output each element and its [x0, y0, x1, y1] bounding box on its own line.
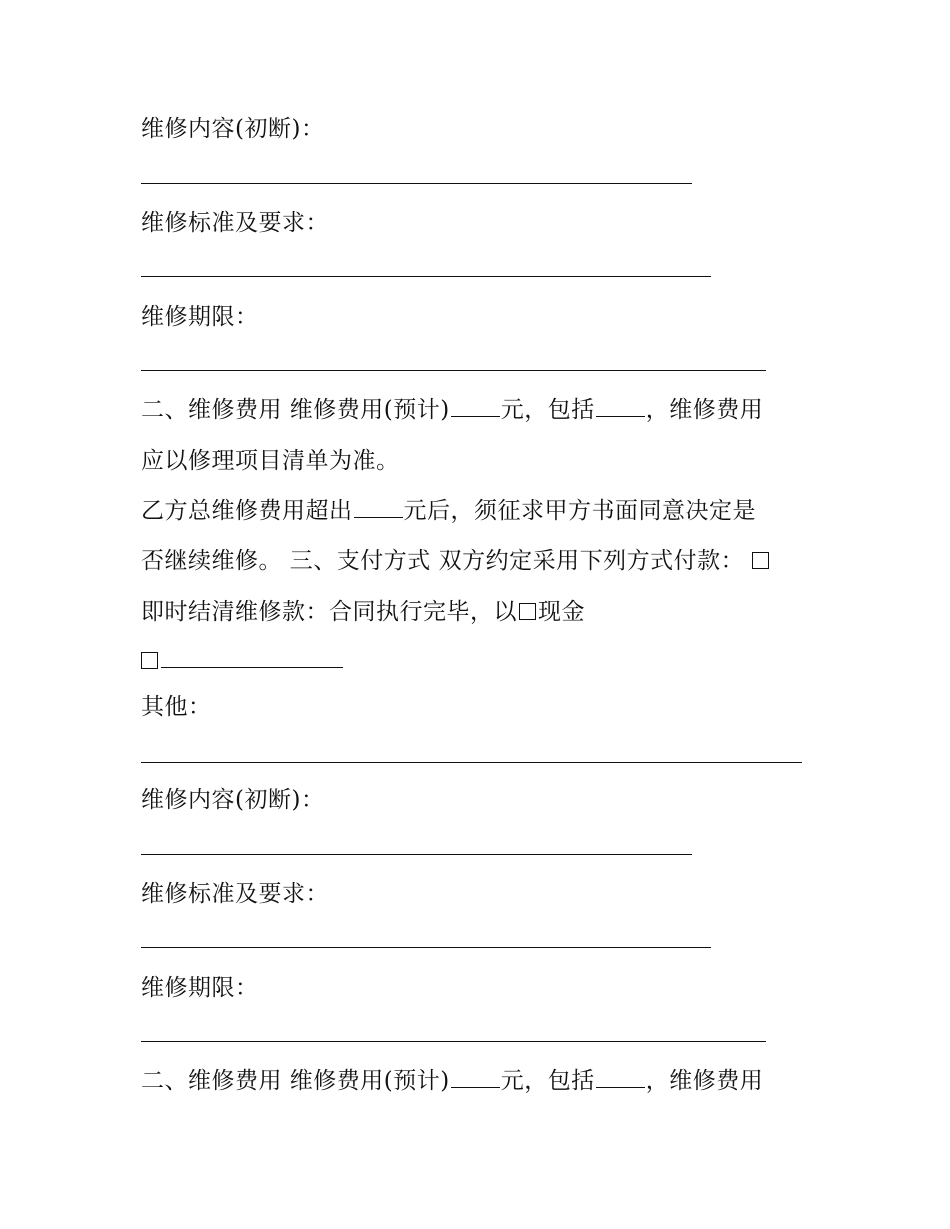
fees-line-3: [141, 497, 756, 525]
repair-standard-label: 维修标准及要求：: [141, 210, 329, 236]
fees-line-3-text-a: 乙方总维修费用超出: [141, 498, 353, 524]
payment-line-5-text-a: 即时结清维修款：合同执行完毕，以: [141, 599, 517, 625]
fees-line-1-text-b: 元，包括: [500, 397, 595, 423]
other-blank[interactable]: [141, 762, 802, 763]
estimated-fee-blank-2[interactable]: [451, 1067, 500, 1088]
repair-period-blank[interactable]: [141, 370, 766, 371]
payment-cash-checkbox[interactable]: [519, 603, 536, 620]
repair-content-blank[interactable]: [141, 183, 692, 184]
repair-standard-label-2: 维修标准及要求：: [141, 881, 329, 907]
fees-line-3-text-b: 元后，须征求甲方书面同意决定是: [403, 498, 756, 524]
fees-line-1-repeat: [141, 1067, 763, 1095]
fees-repeat-text-a: 二、维修费用 维修费用(预计): [141, 1068, 450, 1094]
excess-fee-blank[interactable]: [354, 497, 403, 518]
repair-content-label-2: 维修内容(初断)：: [141, 787, 325, 813]
fee-includes-blank[interactable]: [596, 396, 645, 417]
payment-other-method-blank[interactable]: [161, 647, 343, 668]
payment-immediate-checkbox[interactable]: [752, 552, 769, 569]
fees-line-2: 应以修理项目清单为准。: [141, 448, 400, 474]
fees-repeat-text-c: ，维修费用: [645, 1068, 764, 1094]
fees-line-4-text: 否继续维修。 三、支付方式 双方约定采用下列方式付款：: [141, 548, 745, 574]
fees-line-1-text-a: 二、维修费用 维修费用(预计): [141, 397, 450, 423]
repair-period-blank-2[interactable]: [141, 1041, 766, 1042]
payment-line-5: [141, 598, 585, 626]
estimated-fee-blank[interactable]: [451, 396, 500, 417]
fees-line-1-text-c: ，维修费用: [645, 397, 764, 423]
fees-repeat-text-b: 元，包括: [500, 1068, 595, 1094]
payment-line-5-text-b: 现金: [538, 599, 585, 625]
fees-line-1: [141, 396, 763, 424]
repair-standard-blank-2[interactable]: [141, 947, 711, 948]
fees-line-4: [141, 547, 771, 575]
payment-line-6: [141, 647, 344, 675]
repair-period-label-2: 维修期限：: [141, 975, 259, 1001]
repair-content-blank-2[interactable]: [141, 854, 692, 855]
repair-standard-blank[interactable]: [141, 276, 711, 277]
repair-content-label: 维修内容(初断)：: [141, 116, 325, 142]
other-label: 其他：: [141, 694, 212, 720]
repair-period-label: 维修期限：: [141, 304, 259, 330]
fee-includes-blank-2[interactable]: [596, 1067, 645, 1088]
payment-other-checkbox[interactable]: [141, 652, 158, 669]
